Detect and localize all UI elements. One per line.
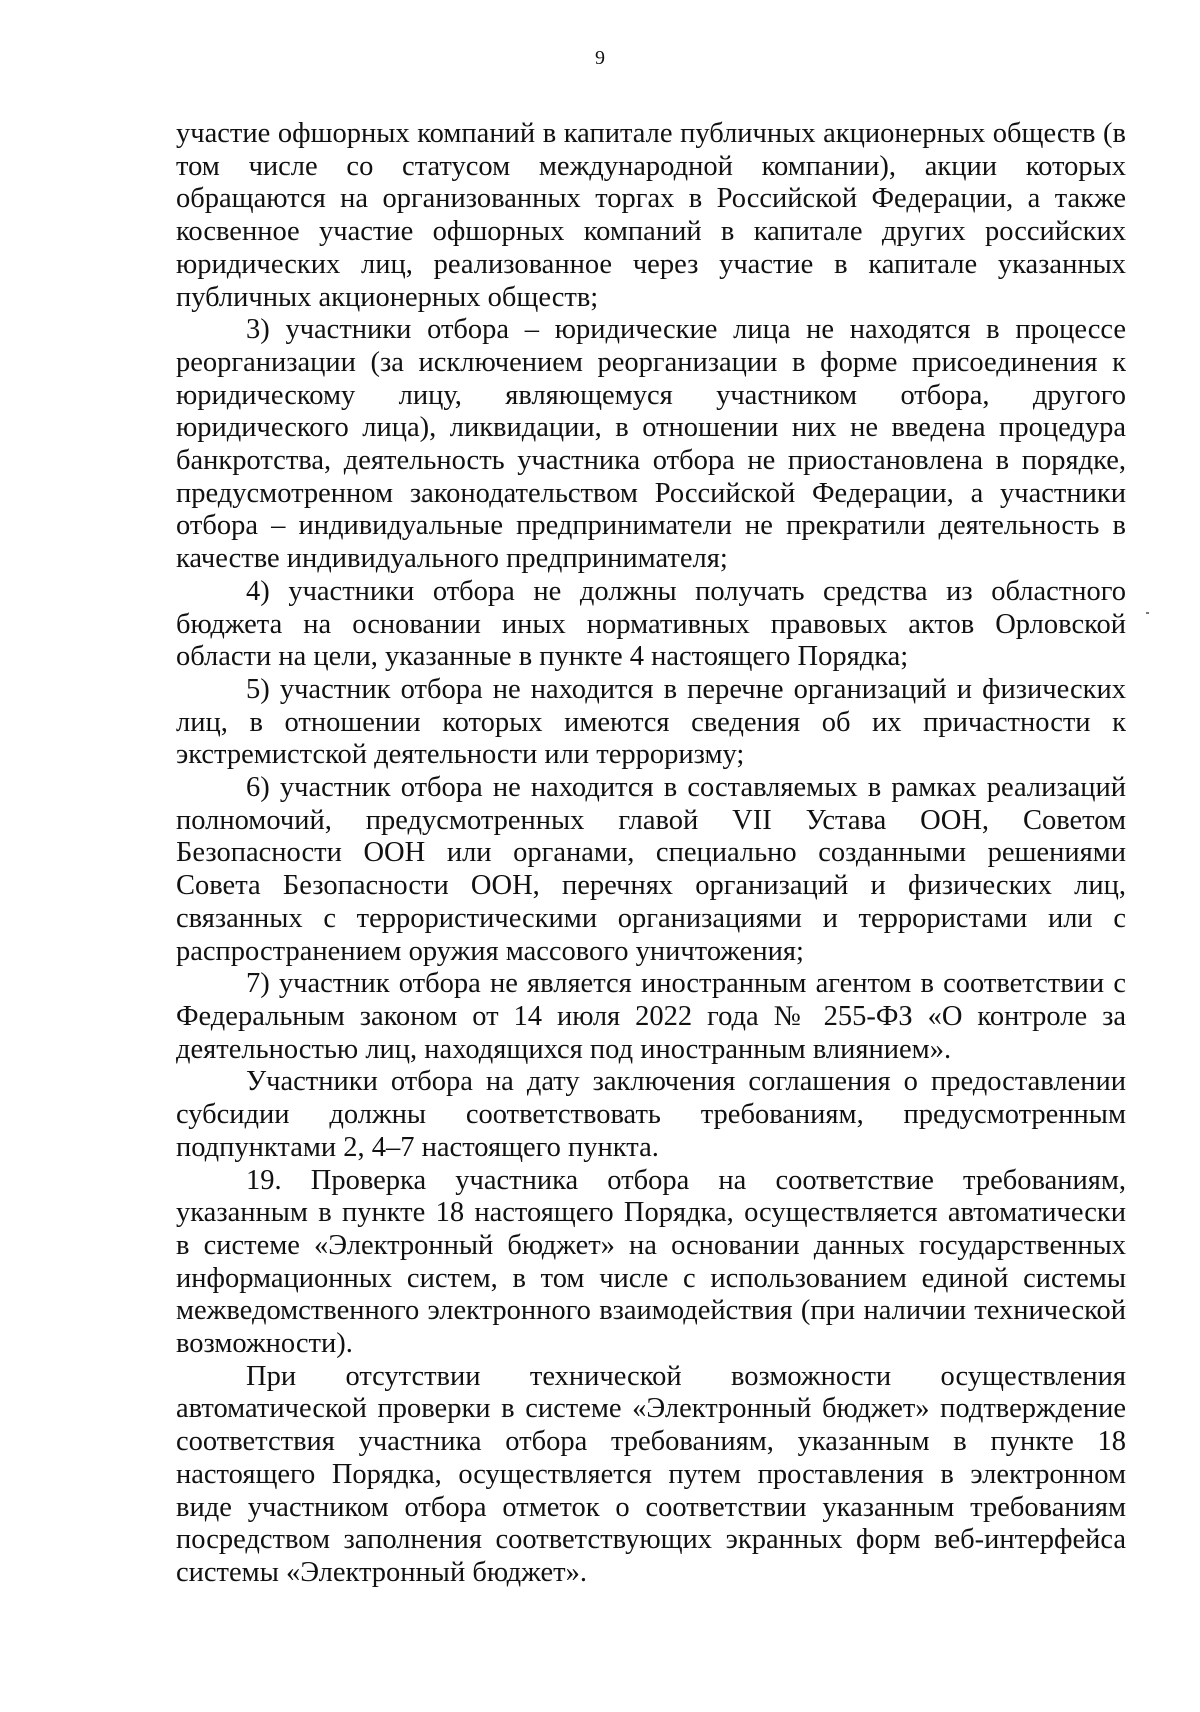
text-line: возможности).	[176, 1328, 353, 1360]
paragraph-no-technical-possibility	[176, 1361, 1126, 1590]
text-line: 4) участники отбора не должны получать средства из областного	[246, 575, 1126, 607]
text-line: обращаются на организованных торгах в Российской Федерации, а также	[176, 183, 1126, 215]
paragraph-participants	[176, 1066, 1126, 1164]
text-line: в системе «Электронный бюджет» на основании данных государственных	[176, 1229, 1126, 1261]
text-line: косвенное участие офшорных компаний в капитале других российских	[176, 216, 1126, 248]
text-line: автоматической проверки в системе «Электронный бюджет» подтверждение	[176, 1393, 1126, 1425]
text-line: 7) участник отбора не является иностранным агентом в соответствии с	[246, 968, 1126, 1000]
text-line: Федеральным законом от 14 июля 2022 года № 255-ФЗ «О контроле за	[176, 1000, 1126, 1032]
text-line: посредством заполнения соответствующих экранных форм веб-интерфейса	[176, 1524, 1126, 1556]
list-item-6	[176, 772, 1126, 968]
list-item-3	[176, 314, 1126, 576]
text-line: субсидии должны соответствовать требованиям, предусмотренным	[176, 1099, 1126, 1131]
paragraph-continuation	[176, 118, 1126, 314]
text-line: качестве индивидуального предпринимателя;	[176, 543, 728, 575]
text-line: юридическому лицу, являющемуся участником отбора, другого	[176, 379, 1126, 411]
text-line: реорганизации (за исключением реорганизации в форме присоединения к	[176, 346, 1126, 378]
text-line: юридических лиц, реализованное через участие в капитале указанных	[176, 248, 1126, 280]
text-line: указанным в пункте 18 настоящего Порядка, осуществляется автоматически	[176, 1197, 1126, 1229]
text-line: полномочий, предусмотренных главой VII Устава ООН, Советом	[176, 804, 1126, 836]
text-line: публичных акционерных обществ;	[176, 281, 599, 313]
text-line: системы «Электронный бюджет».	[176, 1556, 587, 1588]
text-line: бюджета на основании иных нормативных правовых актов Орловской	[176, 608, 1126, 640]
clause-19	[176, 1165, 1126, 1361]
text-line: распространением оружия массового уничтожения;	[176, 935, 804, 967]
list-item-4	[176, 576, 1126, 674]
text-line: банкротства, деятельность участника отбора не приостановлена в порядке,	[176, 445, 1126, 477]
document-body	[176, 118, 1126, 1590]
text-line: Совета Безопасности ООН, перечнях организаций и физических лиц,	[176, 870, 1126, 902]
text-line: 5) участник отбора не находится в перечне организаций и физических	[246, 673, 1126, 705]
list-item-7	[176, 968, 1126, 1066]
text-line: юридического лица), ликвидации, в отношении них не введена процедура	[176, 412, 1126, 444]
text-line: 3) участники отбора – юридические лица не находятся в процессе	[246, 314, 1126, 346]
text-line: лиц, в отношении которых имеются сведения об их причастности к	[176, 706, 1126, 738]
text-line: соответствия участника отбора требованиям, указанным в пункте 18	[176, 1426, 1126, 1458]
text-line: экстремистской деятельности или терроризму;	[176, 739, 745, 771]
text-line: информационных систем, в том числе с использованием единой системы	[176, 1262, 1126, 1294]
text-line: подпунктами 2, 4–7 настоящего пункта.	[176, 1131, 659, 1163]
text-line: виде участником отбора отметок о соответствии указанным требованиям	[176, 1491, 1126, 1523]
text-line: предусмотренном законодательством Российской Федерации, а участники	[176, 477, 1126, 509]
text-line: участие офшорных компаний в капитале публичных акционерных обществ (в	[176, 118, 1126, 149]
text-line: межведомственного электронного взаимодействия (при наличии технической	[176, 1295, 1126, 1327]
text-line: области на цели, указанные в пункте 4 настоящего Порядка;	[176, 641, 909, 673]
text-line: Участники отбора на дату заключения соглашения о предоставлении	[246, 1066, 1126, 1098]
page-number: 9	[595, 47, 605, 69]
text-line: настоящего Порядка, осуществляется путем проставления в электронном	[176, 1458, 1126, 1490]
text-line: деятельностью лиц, находящихся под иностранным влиянием».	[176, 1033, 952, 1065]
text-line: Безопасности ООН или органами, специально созданными решениями	[176, 837, 1126, 869]
list-item-5	[176, 674, 1126, 772]
text-line: При отсутствии технической возможности осуществления	[246, 1360, 1126, 1392]
text-line: связанных с террористическими организациями и террористами или с	[176, 902, 1126, 934]
scan-artifact-dot	[1146, 612, 1149, 614]
text-line: отбора – индивидуальные предприниматели не прекратили деятельность в	[176, 510, 1126, 542]
text-line: 19. Проверка участника отбора на соответствие требованиям,	[246, 1164, 1126, 1196]
text-line: том числе со статусом международной компании), акции которых	[176, 150, 1126, 182]
text-line: 6) участник отбора не находится в составляемых в рамках реализаций	[246, 772, 1126, 804]
